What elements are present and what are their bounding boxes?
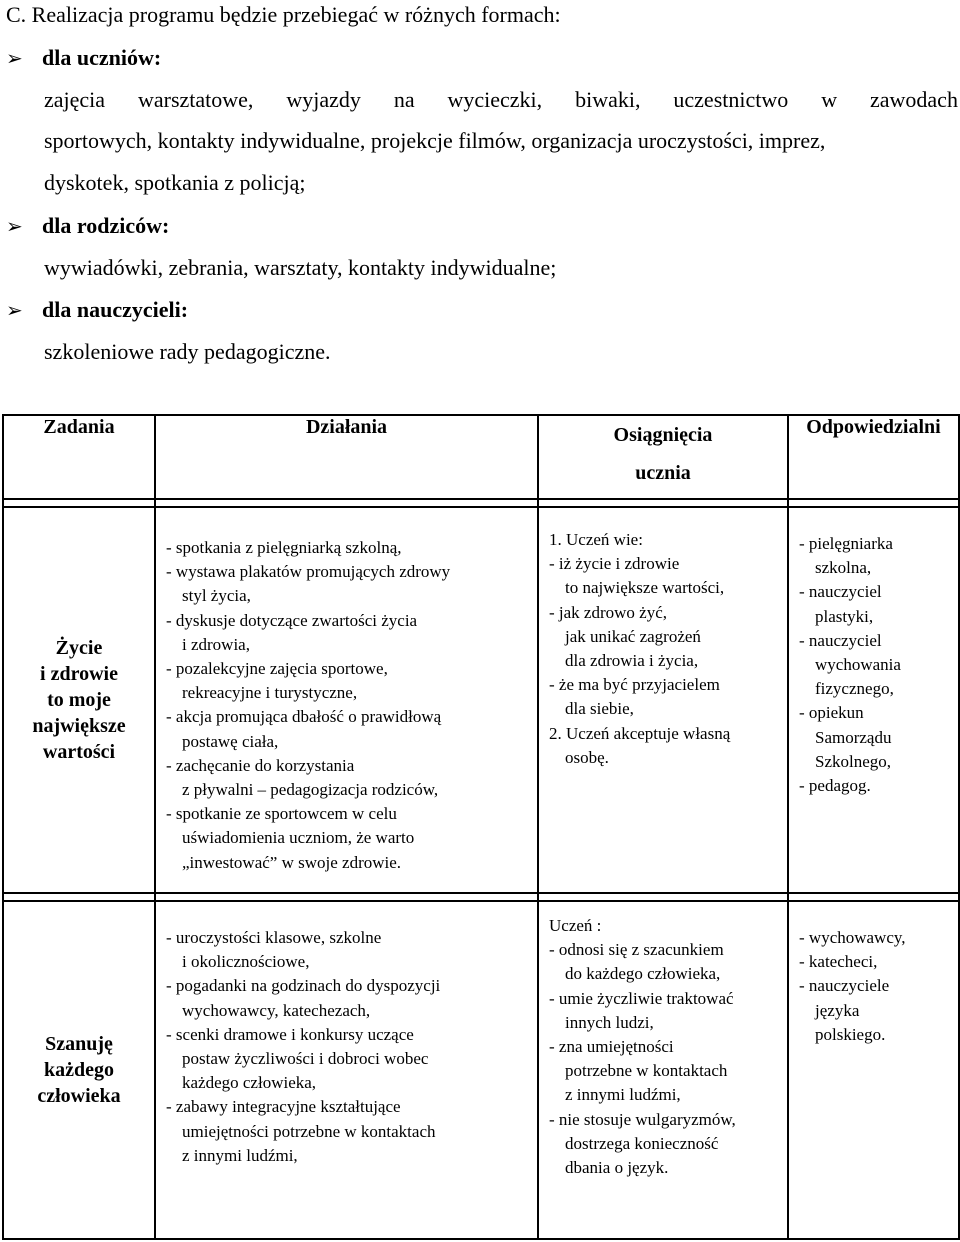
responsible-cell (788, 901, 959, 1239)
cell-line: Samorządu (815, 727, 892, 747)
cell-line: szkolna, (815, 558, 872, 578)
cell-line: uświadomienia uczniom, że warto (182, 828, 415, 848)
cell-line: i zdrowie (40, 663, 118, 685)
cell-line: styl życia, (182, 586, 251, 606)
cell-line: wartości (42, 741, 116, 763)
header-achievements-line1: Osiągnięcia (613, 424, 713, 446)
actions-cell (155, 901, 538, 1239)
arrow-bullet-icon: ➢ (6, 46, 23, 70)
cell-line: dla siebie, (565, 699, 634, 719)
cell-line: wychowawcy, katechezach, (182, 1000, 371, 1020)
word: zawodach (870, 87, 958, 112)
cell-line: 2. Uczeń akceptuje własną (549, 723, 731, 743)
parents-line-1: wywiadówki, zebrania, warsztaty, kontakty indywidualne; (44, 255, 557, 280)
cell-line: - nauczyciel (799, 630, 882, 650)
cell-line: z innymi ludźmi, (182, 1145, 298, 1165)
bullet-teachers (6, 297, 188, 323)
cell-line: - katecheci, (799, 952, 878, 972)
cell-line: postawę ciała, (182, 731, 279, 751)
cell-line: - akcja promująca dbałość o prawidłową (166, 707, 442, 727)
cell-line: - jak zdrowo żyć, (549, 602, 668, 622)
cell-line: Uczeń : (549, 916, 602, 935)
cell-line: 1. Uczeń wie: (549, 530, 643, 549)
cell-line: - spotkania z pielęgniarką szkolną, (166, 538, 402, 557)
word: zajęcia (44, 87, 106, 112)
cell-line: potrzebne w kontaktach (565, 1061, 728, 1081)
word: warsztatowe, (137, 87, 254, 112)
cell-line: do każdego człowieka, (565, 964, 721, 984)
bullet-label: dla nauczycieli: (42, 297, 189, 322)
students-line-2: sportowych, kontakty indywidualne, projekcje filmów, organizacja uroczystości, imprez, (44, 128, 826, 153)
cell-line: - pielęgniarka (799, 534, 893, 553)
cell-line: i okolicznościowe, (182, 952, 310, 972)
bullet-label: dla rodziców: (42, 213, 170, 238)
topic-cell (3, 507, 155, 893)
cell-line: z pływalni – pedagogizacja rodziców, (182, 780, 439, 800)
cell-line: „inwestować” w swoje zdrowie. (182, 852, 402, 872)
achievements-cell (538, 507, 788, 893)
word: biwaki, (575, 87, 641, 112)
cell-line: - spotkanie ze sportowcem w celu (166, 804, 397, 824)
cell-line: umiejętności potrzebne w kontaktach (182, 1121, 436, 1141)
cell-line: wychowania (815, 655, 901, 675)
arrow-bullet-icon: ➢ (6, 214, 23, 238)
word: wyjazdy (286, 87, 361, 112)
cell-line: każdego człowieka, (182, 1073, 317, 1093)
cell-line: - iż życie i zdrowie (549, 554, 680, 574)
word: na (393, 87, 415, 112)
cell-line: - uroczystości klasowe, szkolne (166, 928, 382, 947)
header-achievements-line2: ucznia (635, 462, 691, 484)
bullet-parents (6, 213, 169, 239)
cell-line: - zabawy integracyjne kształtujące (166, 1097, 401, 1117)
arrow-bullet-icon: ➢ (6, 298, 23, 322)
students-line-1 (44, 87, 958, 113)
cell-line: - że ma być przyjacielem (549, 675, 720, 695)
cell-line: każdego (44, 1059, 114, 1081)
table-header-row (3, 415, 959, 499)
cell-line: - zna umiejętności (549, 1037, 674, 1057)
cell-line: - wystawa plakatów promujących zdrowy (166, 562, 451, 582)
row-separator (3, 893, 959, 901)
cell-line: dostrzega konieczność (565, 1133, 719, 1153)
program-table (2, 414, 960, 1240)
cell-line: fizycznego, (815, 679, 894, 699)
cell-line: - nauczyciel (799, 582, 882, 602)
cell-line: największe (32, 715, 126, 737)
word: wycieczki, (447, 87, 543, 112)
cell-line: - dyskusje dotyczące zwartości życia (166, 610, 418, 630)
cell-line: Szanuję (45, 1033, 113, 1055)
cell-line: i zdrowia, (182, 634, 250, 654)
section-title: C. Realizacja programu będzie przebiegać w różnych formach: (6, 2, 561, 27)
cell-line: Szkolnego, (815, 751, 892, 771)
cell-line: dbania o język. (565, 1158, 669, 1178)
bullet-students (6, 45, 161, 71)
cell-line: - nauczyciele (799, 976, 890, 996)
cell-line: plastyki, (815, 606, 874, 626)
cell-line: to moje (47, 689, 111, 711)
cell-line: dla zdrowia i życia, (565, 651, 699, 671)
cell-line: - scenki dramowe i konkursy uczące (166, 1024, 414, 1044)
cell-line: - wychowawcy, (799, 928, 906, 947)
header-actions: Działania (155, 415, 538, 499)
cell-line: jak unikać zagrożeń (565, 626, 701, 646)
table-row (3, 507, 959, 893)
cell-line: - opiekun (799, 703, 864, 723)
students-line-3: dyskotek, spotkania z policją; (44, 170, 306, 195)
cell-line: Życie (55, 637, 103, 659)
cell-line: - zachęcanie do korzystania (166, 755, 355, 775)
achievements-cell (538, 901, 788, 1239)
cell-line: polskiego. (815, 1024, 886, 1044)
row-separator (3, 499, 959, 507)
word: w (821, 87, 838, 112)
teachers-line-1: szkoleniowe rady pedagogiczne. (44, 339, 331, 364)
cell-line: postaw życzliwości i dobroci wobec (182, 1049, 429, 1069)
cell-line: innych ludzi, (565, 1012, 654, 1032)
cell-line: języka (815, 1000, 860, 1020)
cell-line: z innymi ludźmi, (565, 1085, 681, 1105)
cell-line: - pozalekcyjne zajęcia sportowe, (166, 659, 388, 679)
header-responsible: Odpowiedzialni (788, 415, 959, 499)
cell-line: - umie życzliwie traktować (549, 988, 734, 1008)
cell-line: rekreacyjne i turystyczne, (182, 683, 358, 703)
responsible-cell (788, 507, 959, 893)
header-tasks: Zadania (3, 415, 155, 499)
cell-line: człowieka (37, 1085, 121, 1107)
actions-cell (155, 507, 538, 893)
cell-line: - odnosi się z szacunkiem (549, 940, 724, 960)
cell-line: - pogadanki na godzinach do dyspozycji (166, 976, 441, 996)
cell-line: - nie stosuje wulgaryzmów, (549, 1109, 736, 1129)
table-row (3, 901, 959, 1239)
header-achievements (538, 415, 788, 499)
cell-line: osobę. (565, 747, 609, 767)
topic-cell (3, 901, 155, 1239)
cell-line: - pedagog. (799, 776, 871, 796)
cell-line: to największe wartości, (565, 578, 725, 598)
bullet-label: dla uczniów: (42, 45, 162, 70)
word: uczestnictwo (673, 87, 789, 112)
